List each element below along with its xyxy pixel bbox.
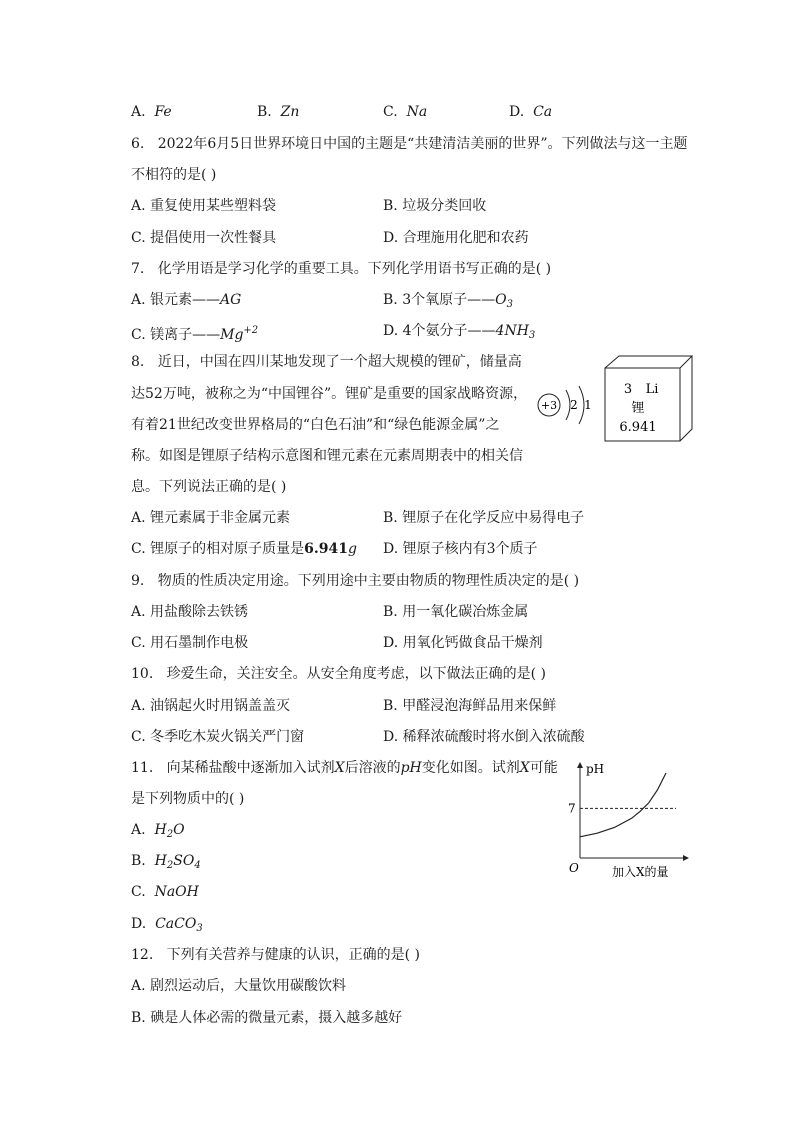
q5-option-a: A. Fe xyxy=(131,104,172,120)
q6-option-a: A. 重复使用某些塑料袋 xyxy=(131,198,277,214)
q11-option-d: D. CaCO$_3$ xyxy=(131,916,203,934)
q8-option-b: B. 锂原子在化学反应中易得电子 xyxy=(383,510,585,526)
q6-option-b: B. 垃圾分类回收 xyxy=(383,198,487,214)
lithium-atom-diagram xyxy=(532,380,602,430)
atomic-mass: 6.941 xyxy=(619,420,657,435)
q7-option-b: B. 3个氧原子$——O_3$ xyxy=(383,292,513,310)
q8-option-a: A. 锂元素属于非金属元素 xyxy=(131,510,291,526)
q11-option-c: C. NaOH xyxy=(131,884,199,900)
atomic-number: 3 xyxy=(623,382,633,397)
origin-label: O xyxy=(569,861,579,875)
q9-option-c: C. 用石墨制作电极 xyxy=(131,635,249,651)
q6-option-d: D. 合理施用化肥和农药 xyxy=(383,230,529,246)
q8-stem-line1: 8. 近日，中国在四川某地发现了一个超大规模的锂矿，储量高 xyxy=(131,354,522,370)
lithium-element-box xyxy=(602,354,694,444)
q8-stem-line4: 称。如图是锂原子结构示意图和锂元素在元素周期表中的相关信 xyxy=(131,448,523,464)
q7-option-a: A. 银元素——AG xyxy=(131,292,242,308)
q11-option-a: A. $H_2O$ xyxy=(131,822,185,840)
q6-stem-line1: 6. 2022年6月5日世界环境日中国的主题是“共建清洁美丽的世界”。下列做法与这一主题 xyxy=(131,136,688,152)
q5-option-b: B. Zn xyxy=(257,104,300,120)
q10-option-d: D. 稀释浓硫酸时将水倒入浓硫酸 xyxy=(383,729,585,745)
q5-option-c: C. Na xyxy=(383,104,428,120)
q7-option-c: C. 镁离子$——Mg^{+2}$ xyxy=(131,325,259,343)
element-symbol: Li xyxy=(645,382,659,397)
q8-stem-line5: 息。下列说法正确的是( ) xyxy=(131,479,287,495)
q8-option-c: C. 锂原子的相对原子质量是6.941g xyxy=(131,541,357,557)
q12-stem: 12. 下列有关营养与健康的认识，正确的是( ) xyxy=(131,947,420,963)
q7-option-d: D. 4个氨分子$——4NH_3$ xyxy=(383,323,536,341)
q10-option-c: C. 冬季吃木炭火锅关严门窗 xyxy=(131,729,305,745)
q11-stem-line1: 11. 向某稀盐酸中逐渐加入试剂X后溶液的pH变化如图。试剂X可能 xyxy=(131,760,558,776)
shell1-electrons: 2 xyxy=(570,398,578,412)
q8-option-d: D. 锂原子核内有3个质子 xyxy=(383,541,538,557)
q9-option-a: A. 用盐酸除去铁锈 xyxy=(131,604,249,620)
q5-option-d: D. Ca xyxy=(509,104,553,120)
nucleus-charge: +3 xyxy=(540,399,558,412)
q7-stem: 7. 化学用语是学习化学的重要工具。下列化学用语书写正确的是( ) xyxy=(131,261,552,277)
ph-change-chart xyxy=(556,757,696,882)
y-axis-label: pH xyxy=(586,762,605,776)
ph-curve-series xyxy=(580,773,666,837)
shell2-electrons: 1 xyxy=(584,398,592,412)
q9-stem: 9. 物质的性质决定用途。下列用途中主要由物质的物理性质决定的是( ) xyxy=(131,573,580,589)
q8-stem-line3: 有着21世纪改变世界格局的“白色石油”和“绿色能源金属”之 xyxy=(131,417,500,433)
q12-option-a: A. 剧烈运动后，大量饮用碳酸饮料 xyxy=(131,978,347,994)
q8-stem-line2: 达52万吨，被称之为“中国锂谷”。锂矿是重要的国家战略资源， xyxy=(131,386,528,402)
q6-option-c: C. 提倡使用一次性餐具 xyxy=(131,230,277,246)
y-tick-7: 7 xyxy=(568,801,576,816)
q10-stem: 10. 珍爱生命，关注安全。从安全角度考虑，以下做法正确的是( ) xyxy=(131,666,546,682)
q11-stem-line2: 是下列物质中的( ) xyxy=(131,791,245,807)
q9-option-b: B. 用一氧化碳冶炼金属 xyxy=(383,604,529,620)
element-name: 锂 xyxy=(631,401,645,416)
q12-option-b: B. 碘是人体必需的微量元素，摄入越多越好 xyxy=(131,1010,403,1026)
q6-stem-line2: 不相符的是( ) xyxy=(131,167,217,183)
q10-option-b: B. 甲醛浸泡海鲜品用来保鲜 xyxy=(383,698,557,714)
q10-option-a: A. 油锅起火时用锅盖盖灭 xyxy=(131,698,291,714)
q9-option-d: D. 用氧化钙做食品干燥剂 xyxy=(383,635,543,651)
q11-option-b: B. $H_2SO_4$ xyxy=(131,853,201,871)
x-axis-label: 加入X的量 xyxy=(612,865,669,879)
